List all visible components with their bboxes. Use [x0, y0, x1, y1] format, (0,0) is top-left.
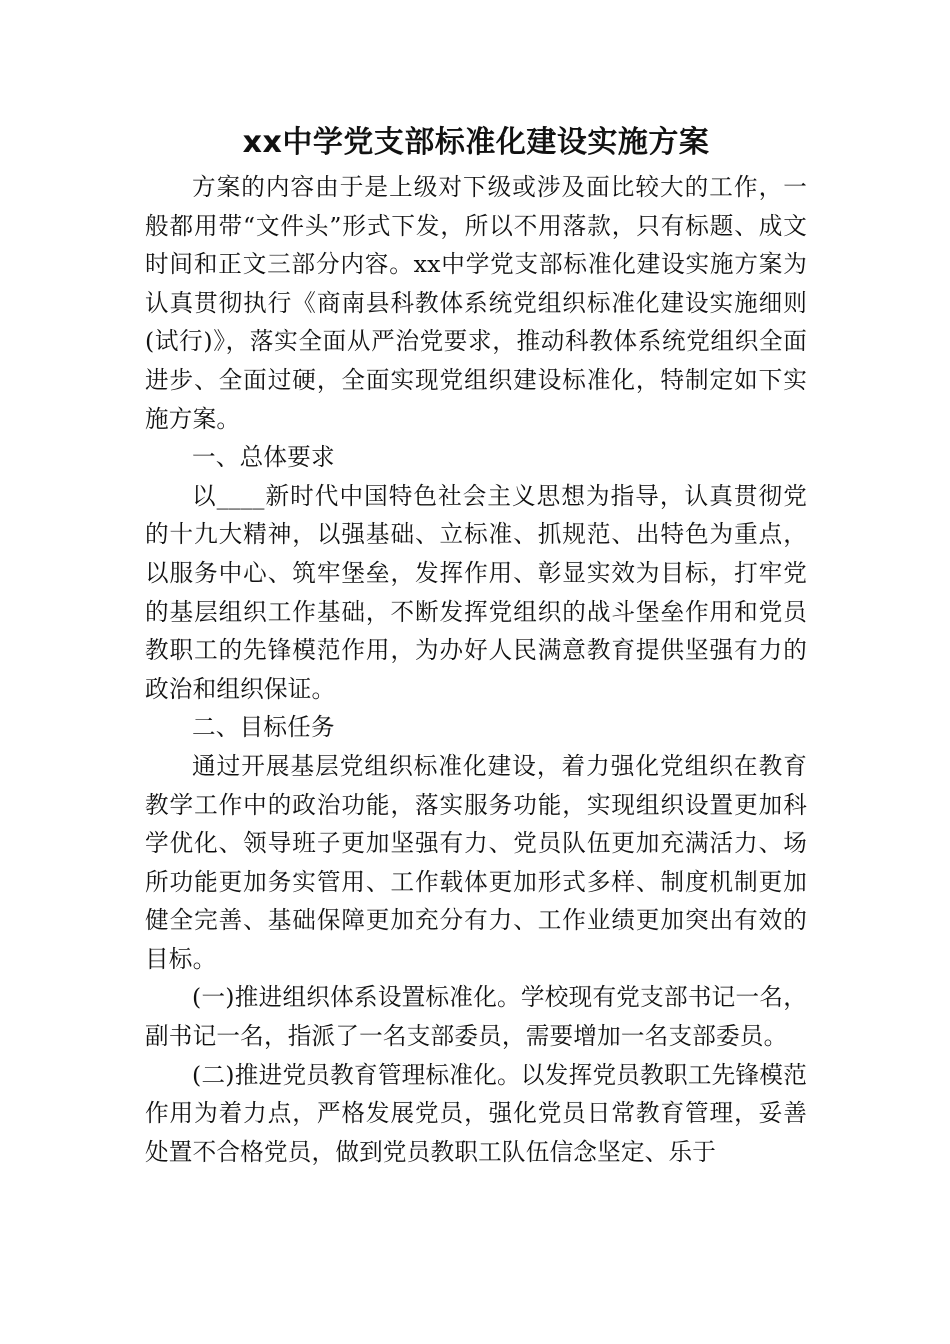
goals-tasks-paragraph: 通过开展基层党组织标准化建设，着力强化党组织在教育教学工作中的政治功能，落实服务功能，实现组织设置更加科学优化、领导班子更加坚强有力、党员队伍更加充满活力、场所功能更加务实管用、工作载体更加形式多样、制度机制更加健全完善、基础保障更加充分有力、工作业绩更加突出有效的目标。: [145, 751, 807, 973]
item-organization-system-paragraph: (一)推进组织体系设置标准化。学校现有党支部书记一名，副书记一名，指派了一名支部委员，需要增加一名支部委员。: [145, 983, 807, 1051]
document-title: xx中学党支部标准化建设实施方案: [242, 125, 710, 160]
section-heading-overall-requirements: 一、总体要求: [192, 443, 335, 472]
section-heading-goals-tasks: 二、目标任务: [192, 713, 335, 742]
document-body: [145, 118, 807, 1171]
intro-paragraph: 方案的内容由于是上级对下级或涉及面比较大的工作，一般都用带“文件头”形式下发，所以不用落款，只有标题、成文时间和正文三部分内容。xx中学党支部标准化建设实施方案为认真贯彻执行《商南县科教体系统党组织标准化建设实施细则(试行)》，落实全面从严治党要求，推动科教体系统党组织全面进步、全面过硬，全面实现党组织建设标准化，特制定如下实施方案。: [145, 173, 807, 433]
item-member-education-paragraph: (二)推进党员教育管理标准化。以发挥党员教职工先锋模范作用为着力点，严格发展党员，强化党员日常教育管理，妥善处置不合格党员，做到党员教职工队伍信念坚定、乐于: [145, 1060, 807, 1166]
overall-requirements-paragraph: 以____新时代中国特色社会主义思想为指导，认真贯彻党的十九大精神，以强基础、立标准、抓规范、出特色为重点，以服务中心、筑牢堡垒，发挥作用、彰显实效为目标，打牢党的基层组织工作基础，不断发挥党组织的战斗堡垒作用和党员教职工的先锋模范作用，为办好人民满意教育提供坚强有力的政治和组织保证。: [145, 481, 807, 703]
